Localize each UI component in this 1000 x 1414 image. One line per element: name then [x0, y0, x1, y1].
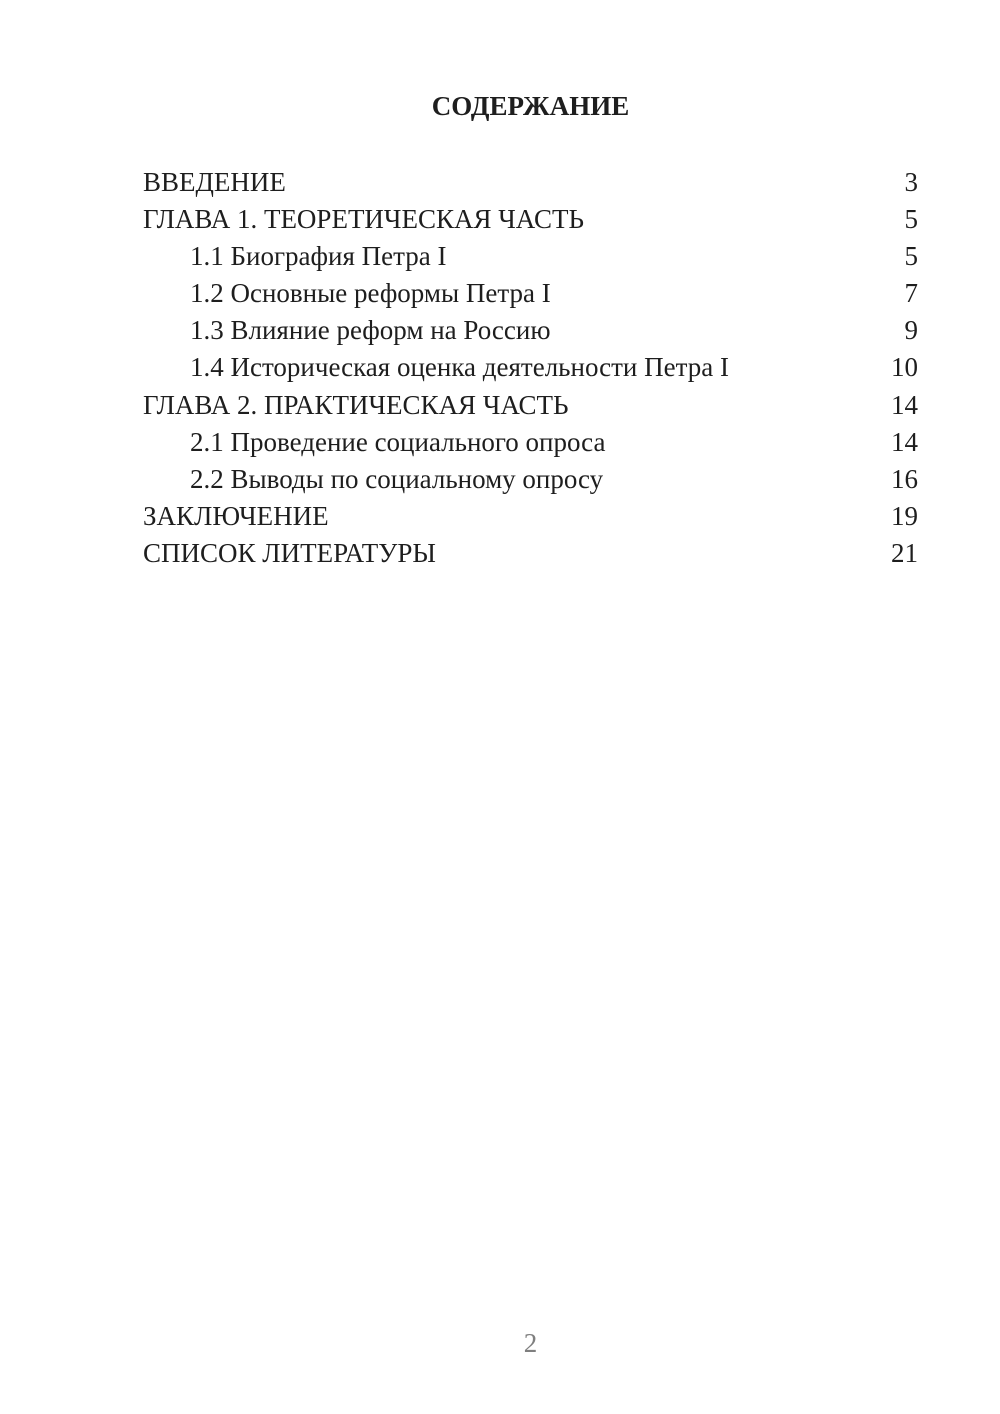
page-title: СОДЕРЖАНИЕ	[431, 91, 630, 121]
toc-entry-page-number: 21	[891, 537, 918, 568]
toc-entry-label: 1.3 Влияние реформ на Россию	[190, 315, 551, 346]
toc-entry-label: ГЛАВА 2. ПРАКТИЧЕСКАЯ ЧАСТЬ	[143, 389, 569, 420]
toc-entry-label: 1.4 Историческая оценка деятельности Петра I	[190, 352, 729, 383]
toc-entry-label: ГЛАВА 1. ТЕОРЕТИЧЕСКАЯ ЧАСТЬ	[143, 204, 584, 235]
toc-entry-page-number: 10	[891, 352, 918, 383]
toc-row	[143, 275, 918, 312]
toc-entry-page-number: 7	[904, 278, 918, 309]
toc-row	[143, 535, 918, 572]
toc-entry-page-number: 16	[891, 463, 918, 494]
toc-entry-label: 2.2 Выводы по социальному опросу	[190, 463, 604, 494]
toc-entry-page-number: 19	[891, 500, 918, 531]
toc-row	[143, 312, 918, 349]
toc-entry-page-number: 14	[891, 389, 918, 420]
toc-entry-page-number: 14	[891, 426, 918, 457]
toc-entry-page-number: 5	[904, 204, 918, 235]
toc-entry-label: 1.2 Основные реформы Петра I	[190, 278, 551, 309]
toc-row	[143, 238, 918, 275]
footer-page-number: 2	[523, 1328, 538, 1358]
toc-entry-page-number: 5	[904, 241, 918, 272]
toc-entry-label: 1.1 Биография Петра I	[190, 241, 447, 272]
toc-row	[143, 424, 918, 461]
toc-entry-page-number: 3	[904, 167, 918, 197]
toc-row	[143, 201, 918, 238]
table-of-contents	[143, 164, 918, 572]
toc-row	[143, 498, 918, 535]
toc-entry-label: 2.1 Проведение социального опроса	[190, 426, 606, 457]
toc-entry-label: ЗАКЛЮЧЕНИЕ	[143, 500, 329, 531]
toc-entry-label: ВВЕДЕНИЕ	[143, 167, 286, 197]
toc-row	[143, 387, 918, 424]
toc-row	[143, 461, 918, 498]
toc-row	[143, 164, 918, 201]
toc-row	[143, 349, 918, 386]
toc-entry-page-number: 9	[904, 315, 918, 346]
toc-entry-label: СПИСОК ЛИТЕРАТУРЫ	[143, 537, 436, 568]
